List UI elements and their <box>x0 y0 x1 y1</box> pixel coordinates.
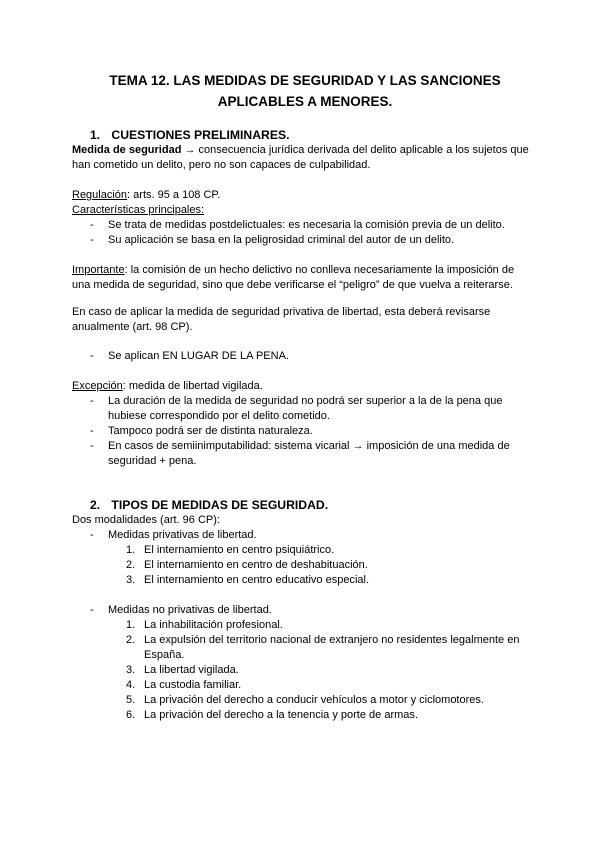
list-item: La duración de la medida de seguridad no podrá ser superior a la de la pena que hubiese correspondido por el delito cometido. <box>108 395 503 422</box>
list-item: La privación del derecho a conducir vehículos a motor y ciclomotores. <box>144 694 484 706</box>
list-item: En casos de semiinimputabilidad: sistema vicarial → imposición de una medida de seguridad + pena. <box>108 440 510 467</box>
list-bullet: - <box>90 604 94 616</box>
list-bullet: - <box>90 219 94 231</box>
list-item: La inhabilitación profesional. <box>144 619 283 631</box>
definition-paragraph <box>72 143 532 173</box>
caracteristicas-label: Características principales: <box>72 204 205 216</box>
definition-term: Medida de seguridad <box>72 144 182 156</box>
list-item: El internamiento en centro de deshabituación. <box>144 559 368 571</box>
section-1-title: CUESTIONES PRELIMINARES. <box>111 128 290 142</box>
list-item: La custodia familiar. <box>144 679 242 691</box>
list-item: Se trata de medidas postdelictuales: es necesaria la comisión previa de un delito. <box>108 219 505 231</box>
privativas-label: Medidas privativas de libertad. <box>108 529 257 541</box>
list-bullet: - <box>90 529 94 541</box>
list-number: 5. <box>126 694 136 706</box>
list-item: Su aplicación se basa en la peligrosidad criminal del autor de un delito. <box>108 234 455 246</box>
list-number: 2. <box>126 559 136 571</box>
list-item: La expulsión del territorio nacional de extranjero no residentes legalmente en España. <box>144 634 520 661</box>
section-2-heading <box>90 497 328 513</box>
regulacion-label: Regulación <box>72 189 128 201</box>
caracteristicas-heading <box>72 203 532 218</box>
section-2-number: 2. <box>90 498 101 512</box>
list-bullet: - <box>90 425 94 437</box>
page-title <box>60 70 550 112</box>
excepcion-label: Excepción <box>72 380 123 392</box>
list-number: 2. <box>126 634 136 646</box>
title-line-1: TEMA 12. LAS MEDIDAS DE SEGURIDAD Y LAS SANCIONES <box>109 73 501 88</box>
list-bullet: - <box>90 350 94 362</box>
importante-text: : la comisión de un hecho delictivo no conlleva necesariamente la imposición de una medida de seguridad, sino que debe verificarse el “peligro” de que vuelva a reiterarse. <box>72 264 515 291</box>
section-2-title: TIPOS DE MEDIDAS DE SEGURIDAD. <box>111 498 329 512</box>
excepcion-text: : medida de libertad vigilada. <box>122 380 263 392</box>
list-bullet: - <box>90 440 94 452</box>
definition-text: → consecuencia jurídica derivada del delito aplicable a los sujetos que han cometido un delito, pero no son capaces de culpabilidad. <box>72 144 529 171</box>
no-privativas-label: Medidas no privativas de libertad. <box>108 604 272 616</box>
list-number: 6. <box>126 709 136 721</box>
list-bullet: - <box>90 234 94 246</box>
list-bullet: - <box>90 395 94 407</box>
section-1-heading <box>90 127 289 143</box>
list-item: Tampoco podrá ser de distinta naturaleza. <box>108 425 313 437</box>
privativa-paragraph: En caso de aplicar la medida de seguridad privativa de libertad, esta deberá revisarse anualmente (art. 98 CP). <box>72 306 491 333</box>
list-item: El internamiento en centro educativo especial. <box>144 574 370 586</box>
list-item: Se aplican EN LUGAR DE LA PENA. <box>108 350 289 362</box>
list-item: La libertad vigilada. <box>144 664 239 676</box>
importante-paragraph <box>72 263 532 293</box>
list-number: 4. <box>126 679 136 691</box>
list-number: 3. <box>126 574 136 586</box>
list-number: 1. <box>126 619 136 631</box>
regulacion-line <box>72 188 532 203</box>
section-1-number: 1. <box>90 128 101 142</box>
list-number: 1. <box>126 544 136 556</box>
list-item: El internamiento en centro psiquiátrico. <box>144 544 335 556</box>
section-2-intro: Dos modalidades (art. 96 CP): <box>72 514 220 526</box>
list-item: La privación del derecho a la tenencia y porte de armas. <box>144 709 418 721</box>
importante-label: Importante <box>72 264 125 276</box>
regulacion-text: : arts. 95 a 108 CP. <box>127 189 221 201</box>
excepcion-line <box>72 379 532 394</box>
list-number: 3. <box>126 664 136 676</box>
title-line-2: APLICABLES A MENORES. <box>217 94 393 109</box>
